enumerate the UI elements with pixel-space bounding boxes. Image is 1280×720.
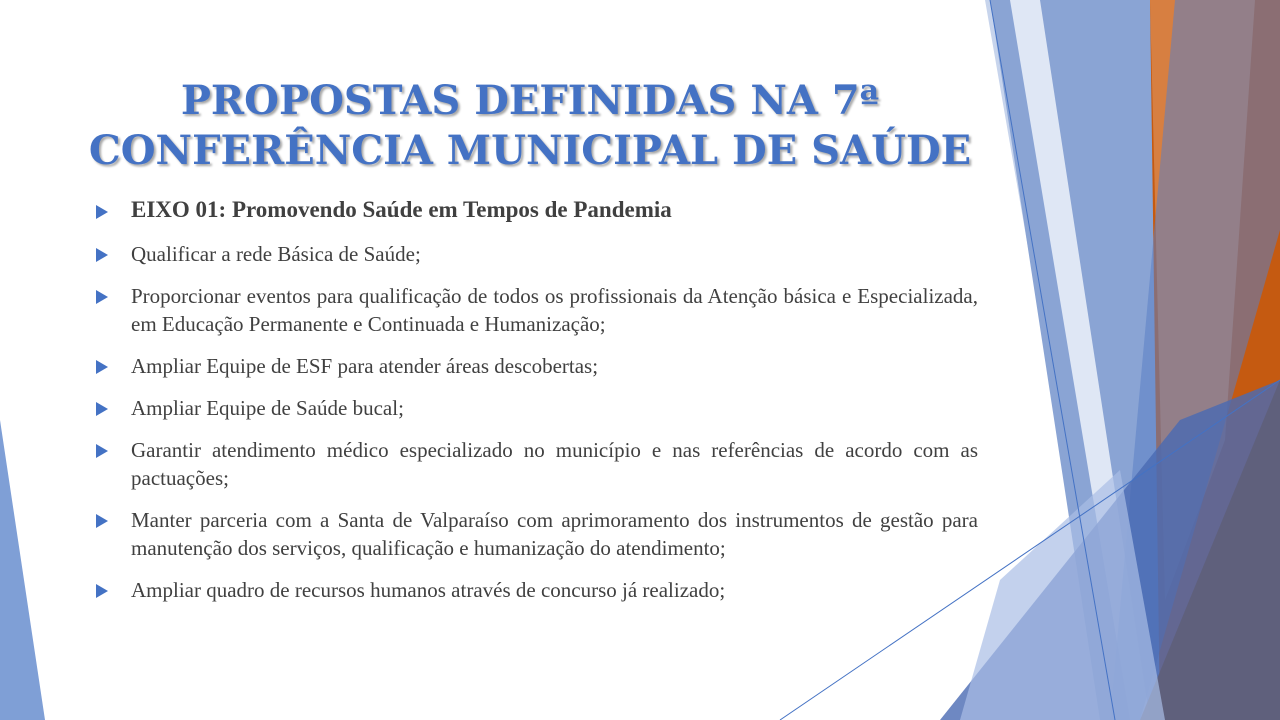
bullet-text: Ampliar Equipe de ESF para atender áreas descobertas;	[131, 354, 599, 378]
title-line-1: PROPOSTAS DEFINIDAS NA 7ª	[180, 77, 880, 124]
bullet-item	[96, 576, 978, 604]
bullet-arrow-icon	[96, 360, 108, 374]
bullet-text: Ampliar Equipe de Saúde bucal;	[131, 396, 404, 420]
bullet-arrow-icon	[96, 248, 108, 262]
bullet-list	[96, 196, 978, 618]
page-title	[60, 76, 1000, 176]
bullet-item	[96, 506, 978, 562]
bullet-text: Garantir atendimento médico especializado no município e nas referências de acordo com as pactuações;	[131, 438, 978, 490]
bullet-item	[96, 394, 978, 422]
bullet-arrow-icon	[96, 205, 108, 219]
bullet-item-eixo-heading	[96, 196, 978, 224]
bullet-arrow-icon	[96, 444, 108, 458]
bullet-arrow-icon	[96, 402, 108, 416]
bullet-item	[96, 282, 978, 338]
bullet-text: Ampliar quadro de recursos humanos através de concurso já realizado;	[131, 578, 726, 602]
left-edge-decoration	[0, 420, 45, 720]
bullet-text: Manter parceria com a Santa de Valparaíso com aprimoramento dos instrumentos de gestão para manutenção dos serviços, qualificação e humanização do atendimento;	[131, 508, 978, 560]
bullet-arrow-icon	[96, 514, 108, 528]
bullet-item	[96, 352, 978, 380]
bullet-text: Qualificar a rede Básica de Saúde;	[131, 242, 421, 266]
bullet-text: Proporcionar eventos para qualificação de todos os profissionais da Atenção básica e Especializada, em Educação Permanente e Continuada e Humanização;	[131, 284, 978, 336]
bullet-text: EIXO 01: Promovendo Saúde em Tempos de Pandemia	[131, 197, 672, 222]
bullet-item	[96, 436, 978, 492]
title-line-2: CONFERÊNCIA MUNICIPAL DE SAÚDE	[88, 127, 972, 174]
bullet-item	[96, 240, 978, 268]
bullet-arrow-icon	[96, 290, 108, 304]
bullet-arrow-icon	[96, 584, 108, 598]
